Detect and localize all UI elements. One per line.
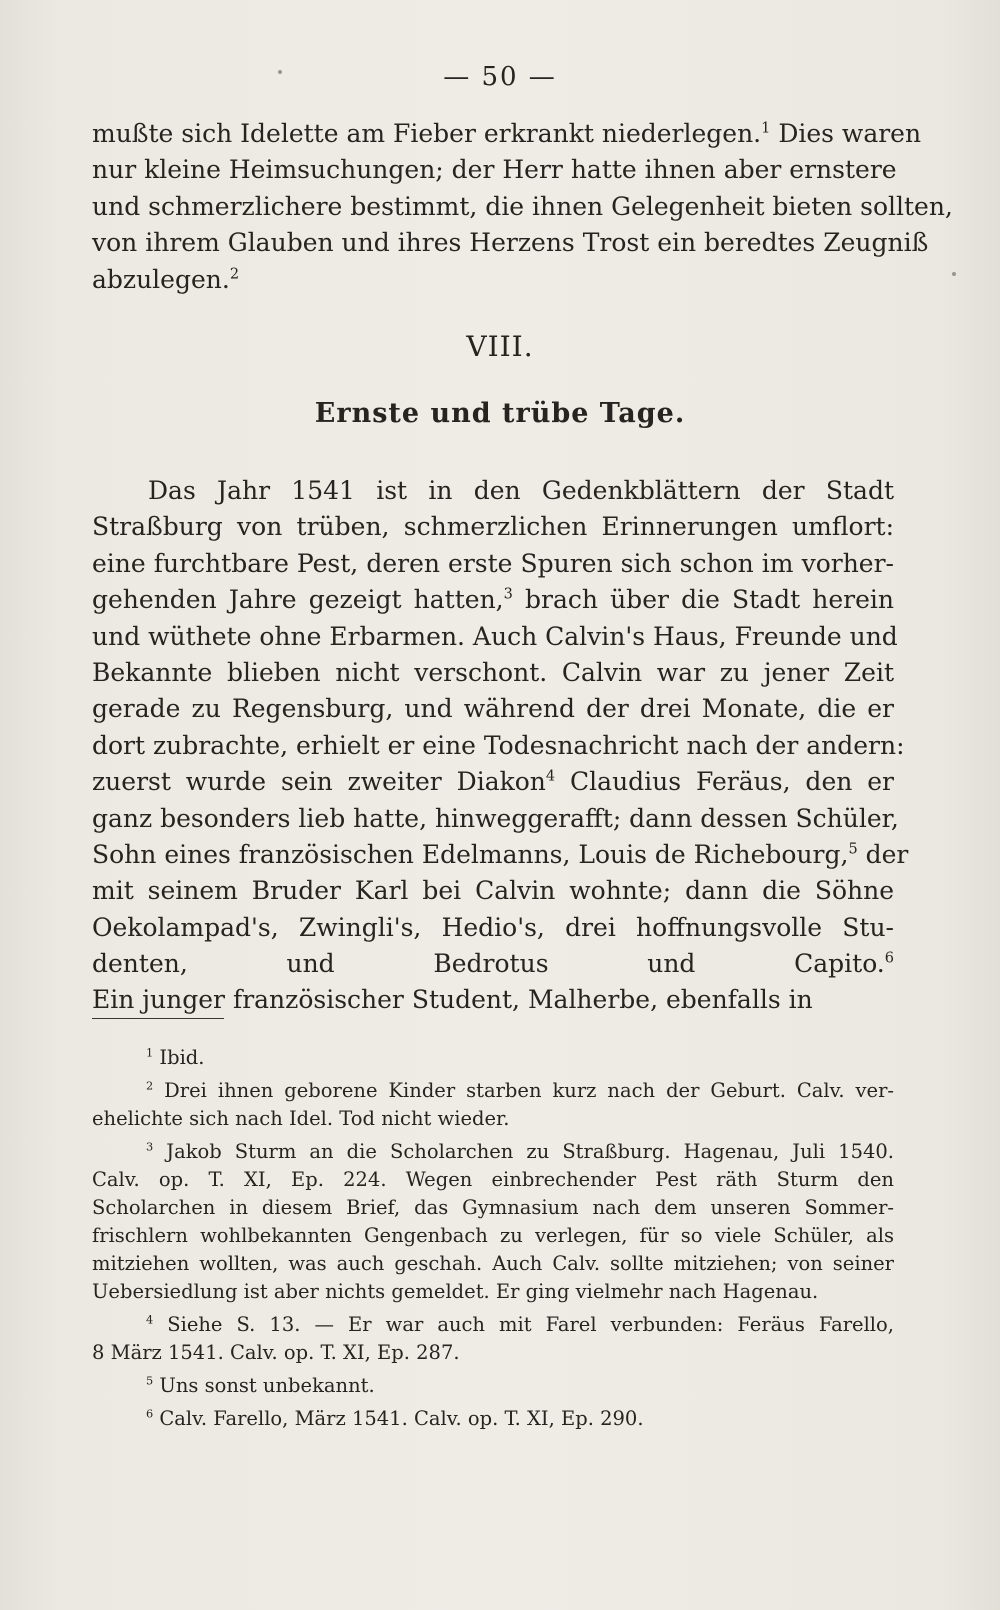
footnote-text: Ibid.: [153, 1046, 205, 1069]
footnote-line: [92, 1138, 894, 1166]
footnote-text: mitziehen wollten, was auch geschah. Auch Calv. sollte mitziehen; von seiner: [92, 1252, 894, 1275]
line-text: Straßburg von trüben, schmerzlichen Erinnerungen umflort:: [92, 512, 894, 542]
footnote: [92, 1311, 894, 1367]
text-line: [92, 801, 899, 837]
footnote-line: [92, 1044, 894, 1072]
footnote-line: [92, 1372, 894, 1400]
line-text: eine furchtbare Pest, deren erste Spuren sich schon im vorher-: [92, 548, 894, 578]
line-text: Sohn eines französischen Edelmanns, Louis de Richebourg,: [92, 839, 849, 869]
footnote: [92, 1077, 894, 1133]
footnote-divider: [92, 1018, 224, 1019]
paragraph-main: [92, 473, 909, 1019]
line-text: mußte sich Idelette am Fieber erkrankt niederlegen.: [92, 119, 762, 148]
footnote-ref: 5: [848, 841, 858, 858]
footnote-line: [92, 1077, 894, 1105]
line-text: dort zubrachte, erhielt er eine Todesnachricht nach der andern:: [92, 730, 905, 760]
footnote-text: frischlern wohlbekannten Gengenbach zu verlegen, für so viele Schüler, als: [92, 1224, 894, 1247]
line-text: von ihrem Glauben und ihres Herzens Trost ein beredtes Zeugniß: [92, 228, 929, 258]
ink-speck: [952, 272, 956, 276]
text-line: [92, 546, 894, 582]
footnote-line: [92, 1405, 894, 1433]
chapter-numeral: VIII.: [466, 330, 534, 363]
footnote-text: 8 März 1541. Calv. op. T. XI, Ep. 287.: [92, 1341, 460, 1364]
footnote-ref: 1: [761, 120, 771, 137]
text-line: [92, 982, 894, 1018]
text-line: [92, 225, 929, 261]
line-text: Oekolampad's, Zwingli's, Hedio's, drei hoffnungsvolle Stu-: [92, 912, 894, 942]
text-line: [92, 655, 894, 691]
footnote-line: [92, 1166, 894, 1194]
footnote-line: [92, 1222, 894, 1250]
footnote-line: [92, 1105, 894, 1133]
line-text: brach über die Stadt herein: [512, 585, 894, 615]
line-text: mit seinem Bruder Karl bei Calvin wohnte; dann die Söhne: [92, 876, 894, 906]
footnote: [92, 1044, 894, 1072]
text-line: [92, 116, 922, 152]
chapter-title: Ernste und trübe Tage.: [314, 398, 686, 429]
paragraph-intro: [92, 116, 953, 298]
text-line: [92, 152, 897, 188]
text-line: [92, 764, 894, 800]
footnote: [92, 1138, 894, 1306]
line-text: abzulegen.: [92, 264, 230, 294]
footnote-text: Jakob Sturm an die Scholarchen zu Straßburg. Hagenau, Juli 1540.: [153, 1140, 894, 1163]
text-line: [92, 728, 905, 764]
line-text: denten, und Bedrotus und Capito.: [92, 949, 885, 979]
footnote-mark: 3: [146, 1140, 154, 1154]
line-text: Claudius Feräus, den er: [555, 767, 894, 797]
page-number: — 50 —: [443, 62, 557, 92]
line-text: und wüthete ohne Erbarmen. Auch Calvin's Haus, Freunde und: [92, 621, 898, 651]
line-text: Ein junger französischer Student, Malherbe, ebenfalls in: [92, 985, 813, 1015]
footnote-mark: 6: [146, 1407, 154, 1421]
text-line: [92, 873, 894, 909]
line-text: zuerst wurde sein zweiter Diakon: [92, 767, 546, 797]
text-line: [92, 189, 953, 225]
footnote-text: Siehe S. 13. — Er war auch mit Farel verbunden: Feräus Farello,: [153, 1313, 894, 1336]
footnote-text: Scholarchen in diesem Brief, das Gymnasium nach dem unseren Sommer-: [92, 1196, 894, 1219]
text-line: [92, 509, 894, 545]
text-line: [92, 946, 894, 982]
line-text: Bekannte blieben nicht verschont. Calvin war zu jener Zeit: [92, 657, 894, 687]
text-line: [92, 473, 894, 509]
footnote: [92, 1372, 894, 1400]
footnote-text: Drei ihnen geborene Kinder starben kurz nach der Geburt. Calv. ver-: [153, 1079, 894, 1102]
footnote-line: [92, 1250, 894, 1278]
footnote-text: Uebersiedlung ist aber nichts gemeldet. Er ging vielmehr nach Hagenau.: [92, 1280, 819, 1303]
footnote-text: ehelichte sich nach Idel. Tod nicht wieder.: [92, 1107, 510, 1130]
text-line: [92, 910, 894, 946]
footnote-line: [92, 1194, 894, 1222]
footnote-text: Uns sonst unbekannt.: [153, 1374, 375, 1397]
footnote-mark: 2: [146, 1079, 154, 1093]
footnote-line: [92, 1339, 894, 1367]
text-line: [92, 691, 894, 727]
line-text: der: [857, 839, 909, 869]
footnote-ref: 6: [884, 950, 894, 967]
line-text: gerade zu Regensburg, und während der drei Monate, die er: [92, 694, 894, 724]
line-text: und schmerzlichere bestimmt, die ihnen Gelegenheit bieten sollten,: [92, 191, 953, 221]
footnote-line: [92, 1311, 894, 1339]
footnote-line: [92, 1278, 894, 1306]
line-text: Dies waren: [770, 119, 922, 148]
footnote-ref: 4: [545, 768, 556, 785]
footnote-text: Calv. Farello, März 1541. Calv. op. T. XI, Ep. 290.: [153, 1407, 644, 1430]
line-text: gehenden Jahre gezeigt hatten,: [92, 585, 504, 615]
line-text: nur kleine Heimsuchungen; der Herr hatte ihnen aber ernstere: [92, 155, 897, 185]
line-text: ganz besonders lieb hatte, hinweggerafft; dann dessen Schüler,: [92, 803, 899, 833]
footnotes: [92, 1044, 894, 1438]
text-line: [92, 262, 894, 298]
text-line: [92, 837, 909, 873]
footnote: [92, 1405, 894, 1433]
footnote-mark: 4: [146, 1313, 154, 1327]
footnote-mark: 5: [146, 1374, 154, 1388]
footnote-text: Calv. op. T. XI, Ep. 224. Wegen einbrechender Pest räth Sturm den: [92, 1168, 894, 1191]
text-line: [92, 582, 894, 618]
footnote-ref: 2: [229, 266, 240, 283]
text-line: [92, 619, 898, 655]
footnote-ref: 3: [503, 586, 513, 603]
line-text: Das Jahr 1541 ist in den Gedenkblättern der Stadt: [148, 476, 894, 505]
footnote-mark: 1: [146, 1046, 154, 1060]
